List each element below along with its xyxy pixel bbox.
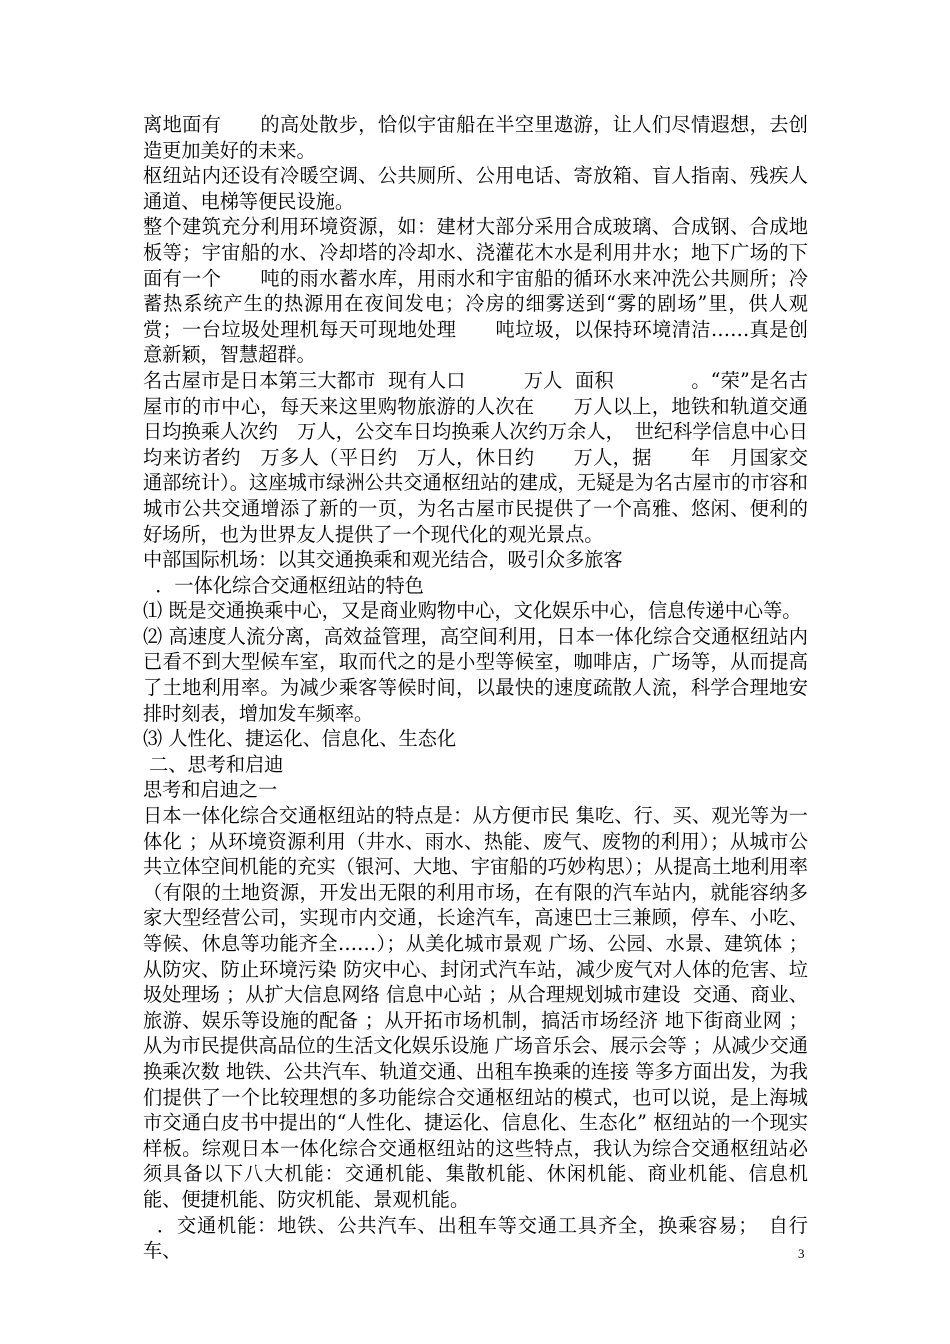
section-heading-features: ．一体化综合交通枢纽站的特色 (143, 573, 424, 597)
paragraph-transport-function: ．交通机能：地铁、公共汽车、出租车等交通工具齐全，换乘容易； 自行车、 (143, 1213, 808, 1263)
paragraph-environment: 整个建筑充分利用环境资源，如：建材大部分采用合成玻璃、合成钢、合成地板等；宇宙船的水、冷却塔的冷却水、浇灌花木水是利用井水；地下广场的下面有一个 吨的雨水蓄水库，用雨水和宇宙船的循环水来冲洗公共厕所；冷蓄热系统产生的热源用在夜间发电；冷房的细雾送到“雾的剧场”里，供人观赏；一台垃圾处理机每天可现地处理 吨垃圾，以保持环境清洁……真是创意新颖，智慧超群。 (143, 215, 808, 367)
subheading-reflection-1: 思考和启迪之一 (143, 778, 278, 802)
page-number: 3 (798, 1246, 805, 1261)
document-body (143, 112, 815, 1264)
section-heading-reflection: 二、思考和启迪 (143, 752, 284, 776)
paragraph-characteristics: 日本一体化综合交通枢纽站的特点是：从方便市民 集吃、行、买、观光等为一体化 ；从环境资源利用（井水、雨水、热能、废气、废物的利用）；从城市公共立体空间机能的充实（银河、大地、宇宙船的巧妙构思）；从提高土地利用率（有限的土地资源，开发出无限的利用市场，在有限的汽车站内，就能容纳多家大型经营公司，实现市内交通，长途汽车，高速巴士三兼顾，停车、小吃、等候、休息等功能齐全……）；从美化城市景观 广场、公园、水景、建筑体 ； 从防灾、防止环境污染 防灾中心、封闭式汽车站，减少废气对人体的危害、垃圾处理场 ；从扩大信息网络 信息中心站 ；从合理规划城市建设 交通、商业、旅游、娱乐等设施的配备 ；从开拓市场机制，搞活市场经济 地下街商业网 ；从为市民提供高品位的生活文化娱乐设施 广场音乐会、展示会等 ；从减少交通换乘次数 地铁、公共汽车、轨道交通、出租车换乘的连接 等多方面出发，为我们提供了一个比较理想的多功能综合交通枢纽站的模式，也可以说，是上海城市交通白皮书中提出的“人性化、捷运化、信息化、生态化” 枢纽站的一个现实样板。综观日本一体化综合交通枢纽站的这些特点，我认为综合交通枢纽站必须具备以下八大机能：交通机能、集散机能、休闲机能、商业机能、信息机能、便捷机能、防灾机能、景观机能。 (143, 804, 815, 1211)
list-item-1: ⑴ 既是交通换乘中心，又是商业购物中心，文化娱乐中心，信息传递中心等。 (143, 599, 802, 623)
list-item-2: ⑵ 高速度人流分离，高效益管理，高空间利用，日本一体化综合交通枢纽站内已看不到大型候车室，取而代之的是小型等候室，咖啡店，广场等，从而提高了土地利用率。为减少乘客等候时间，以最快的速度疏散人流，科学合理地安排时刻表，增加发车频率。 (143, 624, 808, 725)
paragraph-facilities: 枢纽站内还设有冷暖空调、公共厕所、公用电话、寄放箱、盲人指南、残疾人通道、电梯等便民设施。 (143, 164, 808, 213)
paragraph-observation-deck: 离地面有 的高处散步，恰似宇宙船在半空里遨游，让人们尽情遐想，去创造更加美好的未来。 (143, 113, 808, 162)
list-item-3: ⑶ 人性化、捷运化、信息化、生态化 (143, 727, 457, 751)
paragraph-airport: 中部国际机场：以其交通换乘和观光结合，吸引众多旅客 (143, 548, 623, 572)
paragraph-nagoya: 名古屋市是日本第三大都市 现有人口 万人 面积 。“荣”是名古屋市的市中心，每天来这里购物旅游的人次在 万人以上，地铁和轨道交通日均换乘人次约 万人，公交车日均换乘人次约万余人， 世纪科学信息中心日均来访者约 万多人（平日约 万人，休日约 万人，据 年 月国家交通部统计）。这座城市绿洲公共交通枢纽站的建成，无疑是为名古屋市的市容和城市公共交通增添了新的一页，为名古屋市民提供了一个高雅、悠闲、便利的好场所，也为世界友人提供了一个现代化的观光景点。 (143, 368, 808, 546)
